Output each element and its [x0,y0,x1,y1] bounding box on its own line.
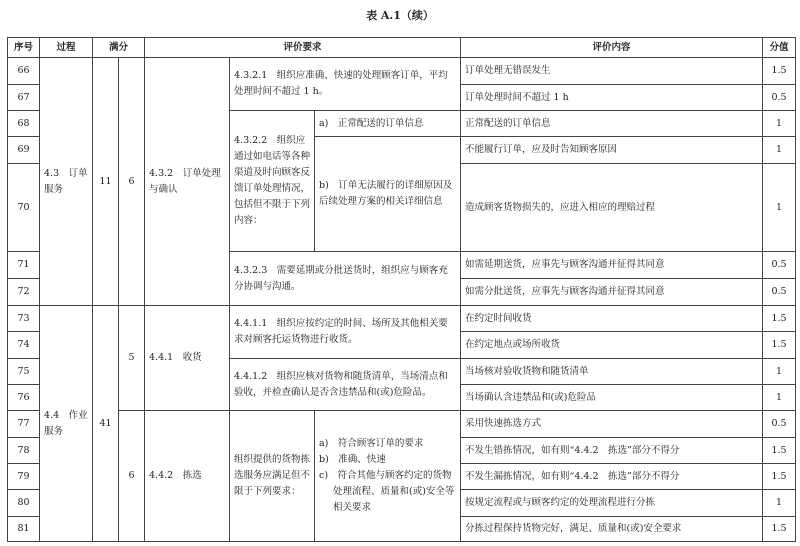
score-cell: 1 [763,359,796,385]
score-cell: 1.5 [763,58,796,85]
table-row [8,411,796,438]
subsection-score: 6 [119,58,145,306]
requirement-text: 4.3.2.2 组织应通过如电话等各种渠道及时向顾客反馈订单处理情况，包括但不限于下列内容： [230,111,315,252]
row-no: 77 [8,411,40,438]
score-cell: 1.5 [763,517,796,542]
content-cell: 当场确认含违禁品和(或)危险品 [461,385,763,411]
table-title: 表 A.1（续） [366,9,434,22]
content-cell: 订单处理时间不超过 1 h [461,85,763,111]
row-no: 75 [8,359,40,385]
content-cell: 订单处理无错误发生 [461,58,763,85]
header-score: 分值 [763,38,796,58]
subsection-name: 4.4.2 拣选 [145,411,230,542]
content-cell: 造成顾客货物损失的，应进入相应的理赔过程 [461,164,763,252]
score-cell: 1 [763,164,796,252]
score-cell: 0.5 [763,279,796,306]
subsection-name: 4.4.1 收货 [145,306,230,411]
requirement-item: c) 符合其他与顾客约定的货物处理流程、质量和(或)安全等相关要求 [319,470,455,513]
requirement-item: a) 符合顾客订单的要求 [319,438,424,449]
content-cell: 按规定流程或与顾客约定的处理流程进行分拣 [461,490,763,517]
content-cell: 当场核对验收货物和随货清单 [461,359,763,385]
content-cell: 分拣过程保持货物完好，满足、质量和(或)安全要求 [461,517,763,542]
subsection-score: 6 [119,411,145,542]
score-cell: 0.5 [763,85,796,111]
row-no: 72 [8,279,40,306]
row-no: 76 [8,385,40,411]
requirement-item: b) 准确、快速 [319,454,386,465]
row-no: 68 [8,111,40,137]
row-no: 70 [8,164,40,252]
requirement-list [315,411,461,542]
header-requirement: 评价要求 [145,38,461,58]
score-cell: 1.5 [763,438,796,464]
requirement-text: 4.4.1.2 组织应核对货物和随货清单，当场清点和验收，并检查确认是否含违禁品和(或)危险品。 [230,359,461,411]
row-no: 66 [8,58,40,85]
content-cell: 采用快速拣选方式 [461,411,763,438]
requirement-item: a) 正常配送的订单信息 [315,111,461,137]
row-no: 81 [8,517,40,542]
requirement-item: b) 订单无法履行的详细原因及后续处理方案的相关详细信息 [315,137,461,252]
table-row [8,58,796,85]
header-process: 过程 [40,38,93,58]
content-cell: 不发生错拣情况，如有则“4.4.2 拣选”部分不得分 [461,438,763,464]
evaluation-table [7,37,796,542]
score-cell: 1.5 [763,464,796,490]
requirement-text: 4.4.1.1 组织应按约定的时间、场所及其他相关要求对顾客托运货物进行收货。 [230,306,461,359]
row-no: 78 [8,438,40,464]
subsection-score: 5 [119,306,145,411]
score-cell: 1 [763,137,796,164]
requirement-text: 4.3.2.3 需要延期或分批送货时，组织应与顾客充分协调与沟通。 [230,252,461,306]
row-no: 69 [8,137,40,164]
process-total: 41 [93,306,119,542]
score-cell: 1.5 [763,306,796,332]
content-cell: 如需延期送货，应事先与顾客沟通并征得其同意 [461,252,763,279]
content-cell: 不能履行订单，应及时告知顾客原因 [461,137,763,164]
score-cell: 1 [763,111,796,137]
header-full-score: 满分 [93,38,145,58]
content-cell: 正常配送的订单信息 [461,111,763,137]
process-total: 11 [93,58,119,306]
row-no: 74 [8,332,40,359]
score-cell: 1.5 [763,332,796,359]
row-no: 67 [8,85,40,111]
requirement-text: 4.3.2.1 组织应准确、快速的处理顾客订单，平均处理时间不超过 1 h。 [230,58,461,111]
header-no: 序号 [8,38,40,58]
score-cell: 0.5 [763,252,796,279]
score-cell: 0.5 [763,411,796,438]
content-cell: 不发生漏拣情况，如有则“4.4.2 拣选”部分不得分 [461,464,763,490]
header-content: 评价内容 [461,38,763,58]
row-no: 71 [8,252,40,279]
header-row [8,38,796,58]
subsection-name: 4.3.2 订单处理与确认 [145,58,230,306]
score-cell: 1 [763,490,796,517]
content-cell: 如需分批送货，应事先与顾客沟通并征得其同意 [461,279,763,306]
requirement-text: 组织提供的货物拣选服务应满足但不限于下列要求： [230,411,315,542]
content-cell: 在约定时间收货 [461,306,763,332]
row-no: 79 [8,464,40,490]
score-cell: 1 [763,385,796,411]
content-cell: 在约定地点或场所收货 [461,332,763,359]
process-cell: 4.3 订单服务 [40,58,93,306]
process-cell: 4.4 作业服务 [40,306,93,542]
row-no: 73 [8,306,40,332]
table-row [8,306,796,332]
row-no: 80 [8,490,40,517]
